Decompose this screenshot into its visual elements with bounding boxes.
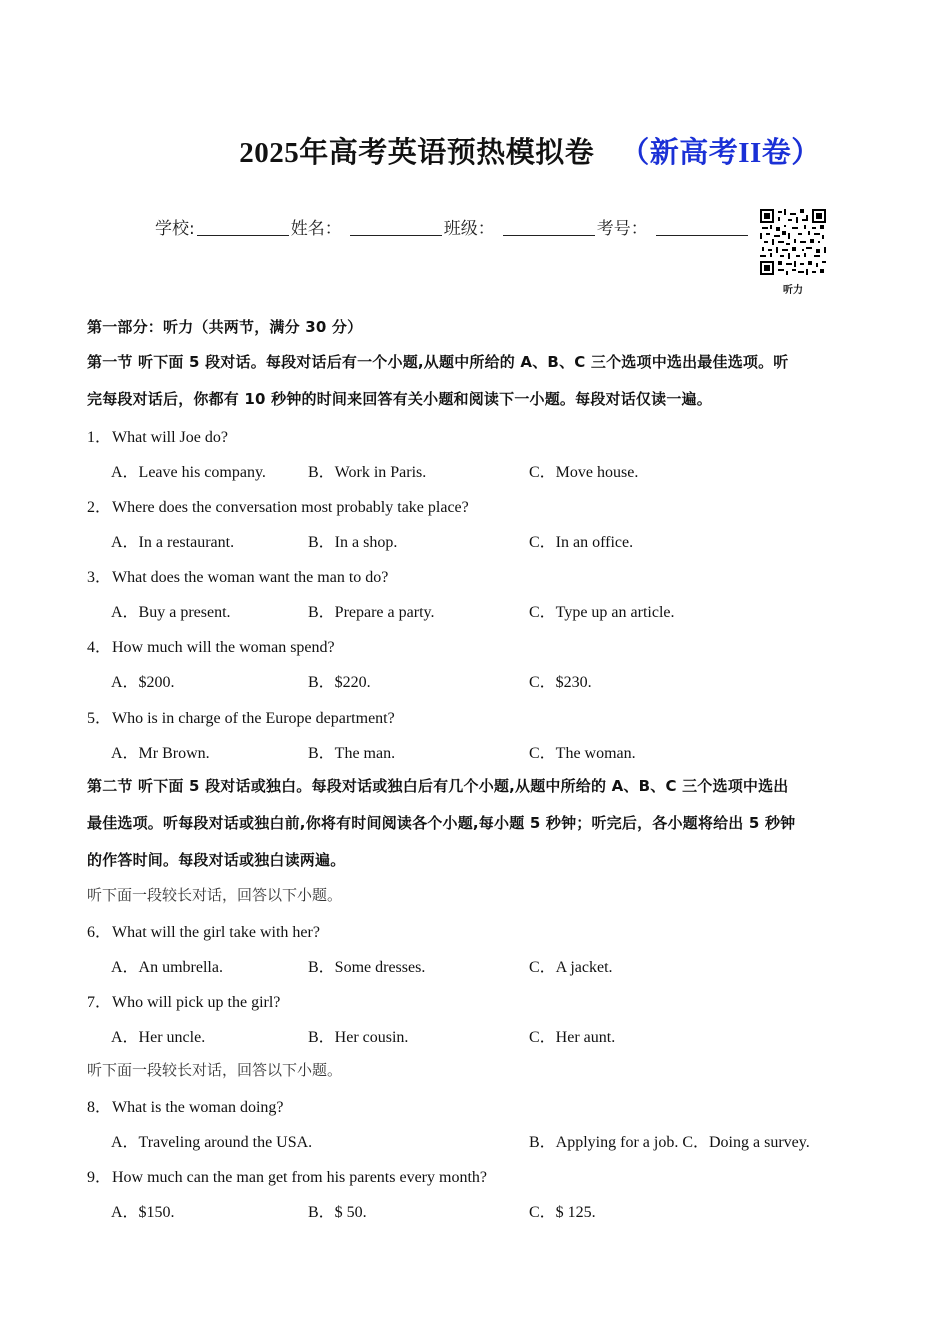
- q4-option-b[interactable]: B．$220.: [308, 674, 371, 691]
- section2-instructions-2: 最佳选项。听每段对话或独白前,你将有时间阅读各个小题,每小题 5 秒钟；听完后，各小题将给出 5 秒钟: [87, 814, 796, 832]
- listening-note-2: 听下面一段较长对话，回答以下小题。: [87, 1061, 343, 1079]
- q8-option-b[interactable]: B．Applying for a job. C．Doing a survey.: [529, 1134, 810, 1151]
- question-3: 3．What does the woman want the man to do?: [87, 569, 389, 586]
- exam-no-label: 考号：: [596, 219, 648, 239]
- question-7: 7．Who will pick up the girl?: [87, 994, 281, 1011]
- q8-option-a[interactable]: A．Traveling around the USA.: [111, 1134, 313, 1151]
- exam-no-blank[interactable]: [656, 219, 748, 236]
- q2-option-a[interactable]: A．In a restaurant.: [111, 534, 235, 551]
- name-label: 姓名：: [290, 219, 342, 239]
- part1-heading: 第一部分：听力（共两节，满分 30 分）: [87, 318, 363, 336]
- page-title: [0, 130, 950, 171]
- title-sub: （新高考II卷）: [620, 137, 821, 169]
- name-blank[interactable]: [350, 219, 442, 236]
- section1-instructions-1: 第一节 听下面 5 段对话。每段对话后有一个小题,从题中所给的 A、B、C 三个选项中选出最佳选项。听: [87, 353, 789, 371]
- q2-option-c[interactable]: C．In an office.: [529, 534, 634, 551]
- q5-option-c[interactable]: C．The woman.: [529, 745, 636, 762]
- q1-option-c[interactable]: C．Move house.: [529, 464, 639, 481]
- q9-option-c[interactable]: C．$ 125.: [529, 1204, 596, 1221]
- title-main: 2025年高考英语预热模拟卷: [239, 137, 595, 169]
- q9-option-a[interactable]: A．$150.: [111, 1204, 175, 1221]
- q7-option-b[interactable]: B．Her cousin.: [308, 1029, 409, 1046]
- q3-option-a[interactable]: A．Buy a present.: [111, 604, 231, 621]
- school-label: 学校:: [155, 219, 195, 239]
- section2-instructions-1: 第二节 听下面 5 段对话或独白。每段对话或独白后有几个小题,从题中所给的 A、B、C 三个选项中选出: [87, 777, 789, 795]
- question-2: 2．Where does the conversation most probably take place?: [87, 499, 469, 516]
- q3-option-b[interactable]: B．Prepare a party.: [308, 604, 435, 621]
- q7-option-a[interactable]: A．Her uncle.: [111, 1029, 206, 1046]
- section2-instructions-3: 的作答时间。每段对话或独白读两遍。: [87, 851, 346, 869]
- listening-note-1: 听下面一段较长对话，回答以下小题。: [87, 886, 343, 904]
- section1-instructions-2: 完每段对话后，你都有 10 秒钟的时间来回答有关小题和阅读下一小题。每段对话仅读一遍。: [87, 390, 712, 408]
- question-4: 4．How much will the woman spend?: [87, 639, 335, 656]
- q5-option-b[interactable]: B．The man.: [308, 745, 396, 762]
- q6-option-c[interactable]: C．A jacket.: [529, 959, 613, 976]
- question-6: 6．What will the girl take with her?: [87, 924, 320, 941]
- qr-caption: 听力: [783, 285, 803, 296]
- q5-option-a[interactable]: A．Mr Brown.: [111, 745, 210, 762]
- class-blank[interactable]: [503, 219, 595, 236]
- class-label: 班级：: [443, 219, 495, 239]
- q4-option-c[interactable]: C．$230.: [529, 674, 592, 691]
- question-5: 5．Who is in charge of the Europe department?: [87, 710, 395, 727]
- q2-option-b[interactable]: B．In a shop.: [308, 534, 398, 551]
- question-9: 9．How much can the man get from his parents every month?: [87, 1169, 487, 1186]
- qr-code-icon[interactable]: [760, 206, 826, 278]
- q7-option-c[interactable]: C．Her aunt.: [529, 1029, 616, 1046]
- q1-option-b[interactable]: B．Work in Paris.: [308, 464, 427, 481]
- student-info-row: [155, 214, 750, 239]
- q6-option-a[interactable]: A．An umbrella.: [111, 959, 223, 976]
- q3-option-c[interactable]: C．Type up an article.: [529, 604, 675, 621]
- question-8: 8．What is the woman doing?: [87, 1099, 284, 1116]
- question-1: 1．What will Joe do?: [87, 429, 228, 446]
- q4-option-a[interactable]: A．$200.: [111, 674, 175, 691]
- school-blank[interactable]: [197, 219, 289, 236]
- q9-option-b[interactable]: B．$ 50.: [308, 1204, 367, 1221]
- q6-option-b[interactable]: B．Some dresses.: [308, 959, 426, 976]
- q1-option-a[interactable]: A．Leave his company.: [111, 464, 266, 481]
